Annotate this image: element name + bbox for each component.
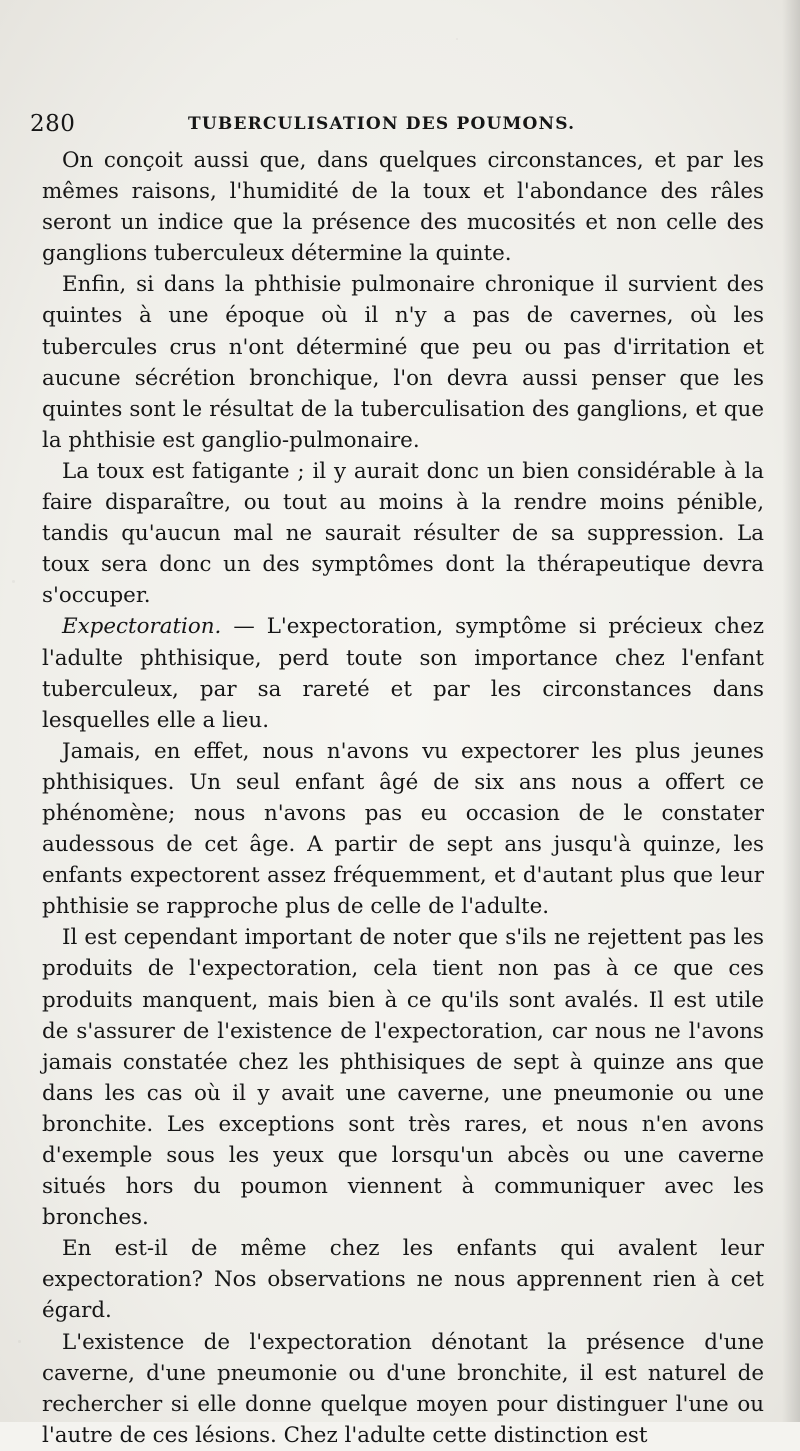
paragraph-4 bbox=[42, 611, 764, 735]
page-number: 280 bbox=[30, 111, 76, 137]
paragraph-2: Enfin, si dans la phthisie pulmonaire chronique il survient des quintes à une époque où il n'y a pas de cavernes, où les tubercules crus n'ont déterminé que peu ou pas d'irritation et aucune sécrétion bronchique, l'on devra aussi penser que les quintes sont le résultat de la tuberculisation des ganglions, et que la phthisie est ganglio-pulmonaire. bbox=[42, 272, 764, 453]
section-lead-in: Expectoration. bbox=[62, 614, 222, 640]
body-text bbox=[42, 145, 764, 1451]
speckle bbox=[12, 580, 15, 583]
paragraph-8: L'existence de l'expectoration dénotant la présence d'une caverne, d'une pneumonie ou d'une bronchite, il est naturel de rechercher si elle donne quelque moyen pour distinguer l'une ou l'autre de ces lésions. Chez l'adulte cette distinction est bbox=[42, 1329, 764, 1448]
paragraph-7: En est-il de même chez les enfants qui avalent leur expectoration? Nos observations ne nous apprennent rien à cet égard. bbox=[42, 1236, 764, 1324]
paragraph-3: La toux est fatigante ; il y aurait donc un bien considérable à la faire disparaître, ou tout au moins à la rendre moins pénible, tandis qu'aucun mal ne saurait résulter de sa suppression. La toux sera donc un des symptômes dont la thérapeutique devra s'occuper. bbox=[42, 458, 764, 609]
speckle bbox=[456, 38, 458, 40]
paragraph-1: On conçoit aussi que, dans quelques circonstances, et par les mêmes raisons, l'humidité de la toux et l'abondance des râles seront un indice que la présence des mucosités et non celle des ganglions tuberculeux détermine la quinte. bbox=[42, 148, 764, 267]
speckle bbox=[18, 1340, 21, 1343]
page-edge-shadow bbox=[782, 0, 800, 1422]
paragraph-5: Jamais, en effet, nous n'avons vu expectorer les plus jeunes phthisiques. Un seul enfant âgé de six ans nous a offert ce phénomène; nous n'avons pas eu occasion de le constater audessous de cet âge. A partir de sept ans jusqu'à quinze, les enfants expectorent assez fréquemment, et d'autant plus que leur phthisie se rapproche plus de celle de l'adulte. bbox=[42, 738, 764, 920]
running-head: TUBERCULISATION DES POUMONS. bbox=[188, 114, 576, 134]
paragraph-4-text: — L'expectoration, symptôme si précieux chez l'adulte phthisique, perd toute son importance chez l'enfant tuberculeux, par sa rareté et par les circonstances dans lesquelles elle a lieu. bbox=[42, 614, 764, 733]
paragraph-6: Il est cependant important de noter que s'ils ne rejettent pas les produits de l'expectoration, cela tient non pas à ce que ces produits manquent, mais bien à ce qu'ils sont avalés. Il est utile de s'assurer de l'existence de l'expectoration, car nous ne l'avons jamais constatée chez les phthisiques de sept à quinze ans que dans les cas où il y avait une caverne, une pneumonie ou une bronchite. Les exceptions sont très rares, et nous n'en avons d'exemple sous les yeux que lorsqu'un abcès ou une caverne situés hors du poumon viennent à communiquer avec les bronches. bbox=[42, 925, 764, 1231]
page-header bbox=[30, 108, 770, 140]
